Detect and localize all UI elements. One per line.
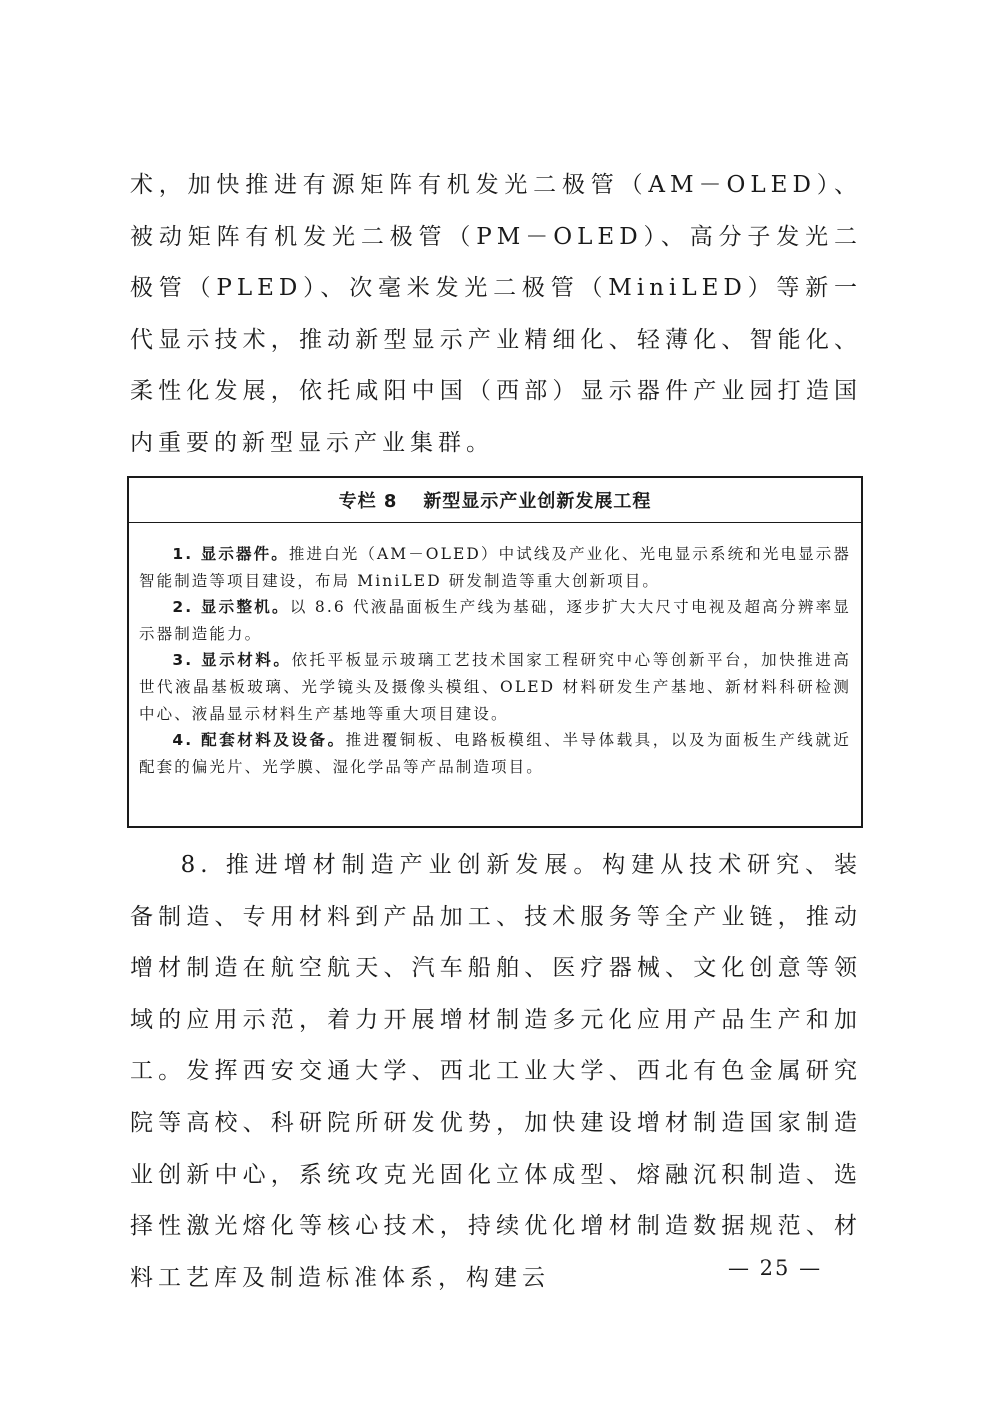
page-number: — 25 — xyxy=(728,1256,823,1280)
box-item-lead: 3. 显示材料。 xyxy=(172,651,292,670)
box-item-text: 推进覆铜板、电路板模组、半导体载具，以及为面板生产线就近配套的偏光片、光学膜、湿化学品等产品制造项目。 xyxy=(139,731,852,776)
box-item xyxy=(139,594,851,647)
box-item-text: 以 8.6 代液晶面板生产线为基础，逐步扩大大尺寸电视及超高分辨率显示器制造能力。 xyxy=(139,598,852,643)
box-item-text: 依托平板显示玻璃工艺技术国家工程研究中心等创新平台，加快推进高世代液晶基板玻璃、光学镜头及摄像头模组、OLED 材料研发生产基地、新材料科研检测中心、液晶显示材料生产基地等重大项目建设。 xyxy=(139,651,851,723)
column-box xyxy=(127,476,863,828)
box-heading: 新型显示产业创新发展工程 xyxy=(423,491,652,512)
box-item xyxy=(139,727,851,780)
box-title xyxy=(129,478,861,523)
section-paragraph: 8. 推进增材制造产业创新发展。构建从技术研究、装备制造、专用材料到产品加工、技术服务等全产业链，推动增材制造在航空航天、汽车船舶、医疗器械、文化创意等领域的应用示范，着力开展增材制造多元化应用产品生产和加工。发挥西安交通大学、西北工业大学、西北有色金属研究院等高校、科研院所研发优势，加快建设增材制造国家制造业创新中心，系统攻克光固化立体成型、熔融沉积制造、选择性激光熔化等核心技术，持续优化增材制造数据规范、材料工艺库及制造标准体系，构建云 xyxy=(130,852,862,1291)
box-item-lead: 1. 显示器件。 xyxy=(172,545,289,563)
box-item xyxy=(139,647,851,727)
box-item xyxy=(139,541,851,594)
box-item-text: 推进白光（AM－OLED）中试线及产业化、光电显示系统和光电显示器智能制造等项目建设，布局 MiniLED 研发制造等重大创新项目。 xyxy=(139,545,852,590)
box-body xyxy=(129,523,861,780)
intro-paragraph: 术，加快推进有源矩阵有机发光二极管（AM－OLED）、被动矩阵有机发光二极管（PM－OLED）、高分子发光二极管（PLED）、次毫米发光二极管（MiniLED）等新一代显示技术，推动新型显示产业精细化、轻薄化、智能化、柔性化发展，依托咸阳中国（西部）显示器件产业园打造国内重要的新型显示产业集群。 xyxy=(130,172,862,456)
box-item-lead: 2. 显示整机。 xyxy=(172,598,290,617)
box-item-lead: 4. 配套材料及设备。 xyxy=(172,731,346,750)
box-label: 专栏 8 xyxy=(338,491,398,512)
